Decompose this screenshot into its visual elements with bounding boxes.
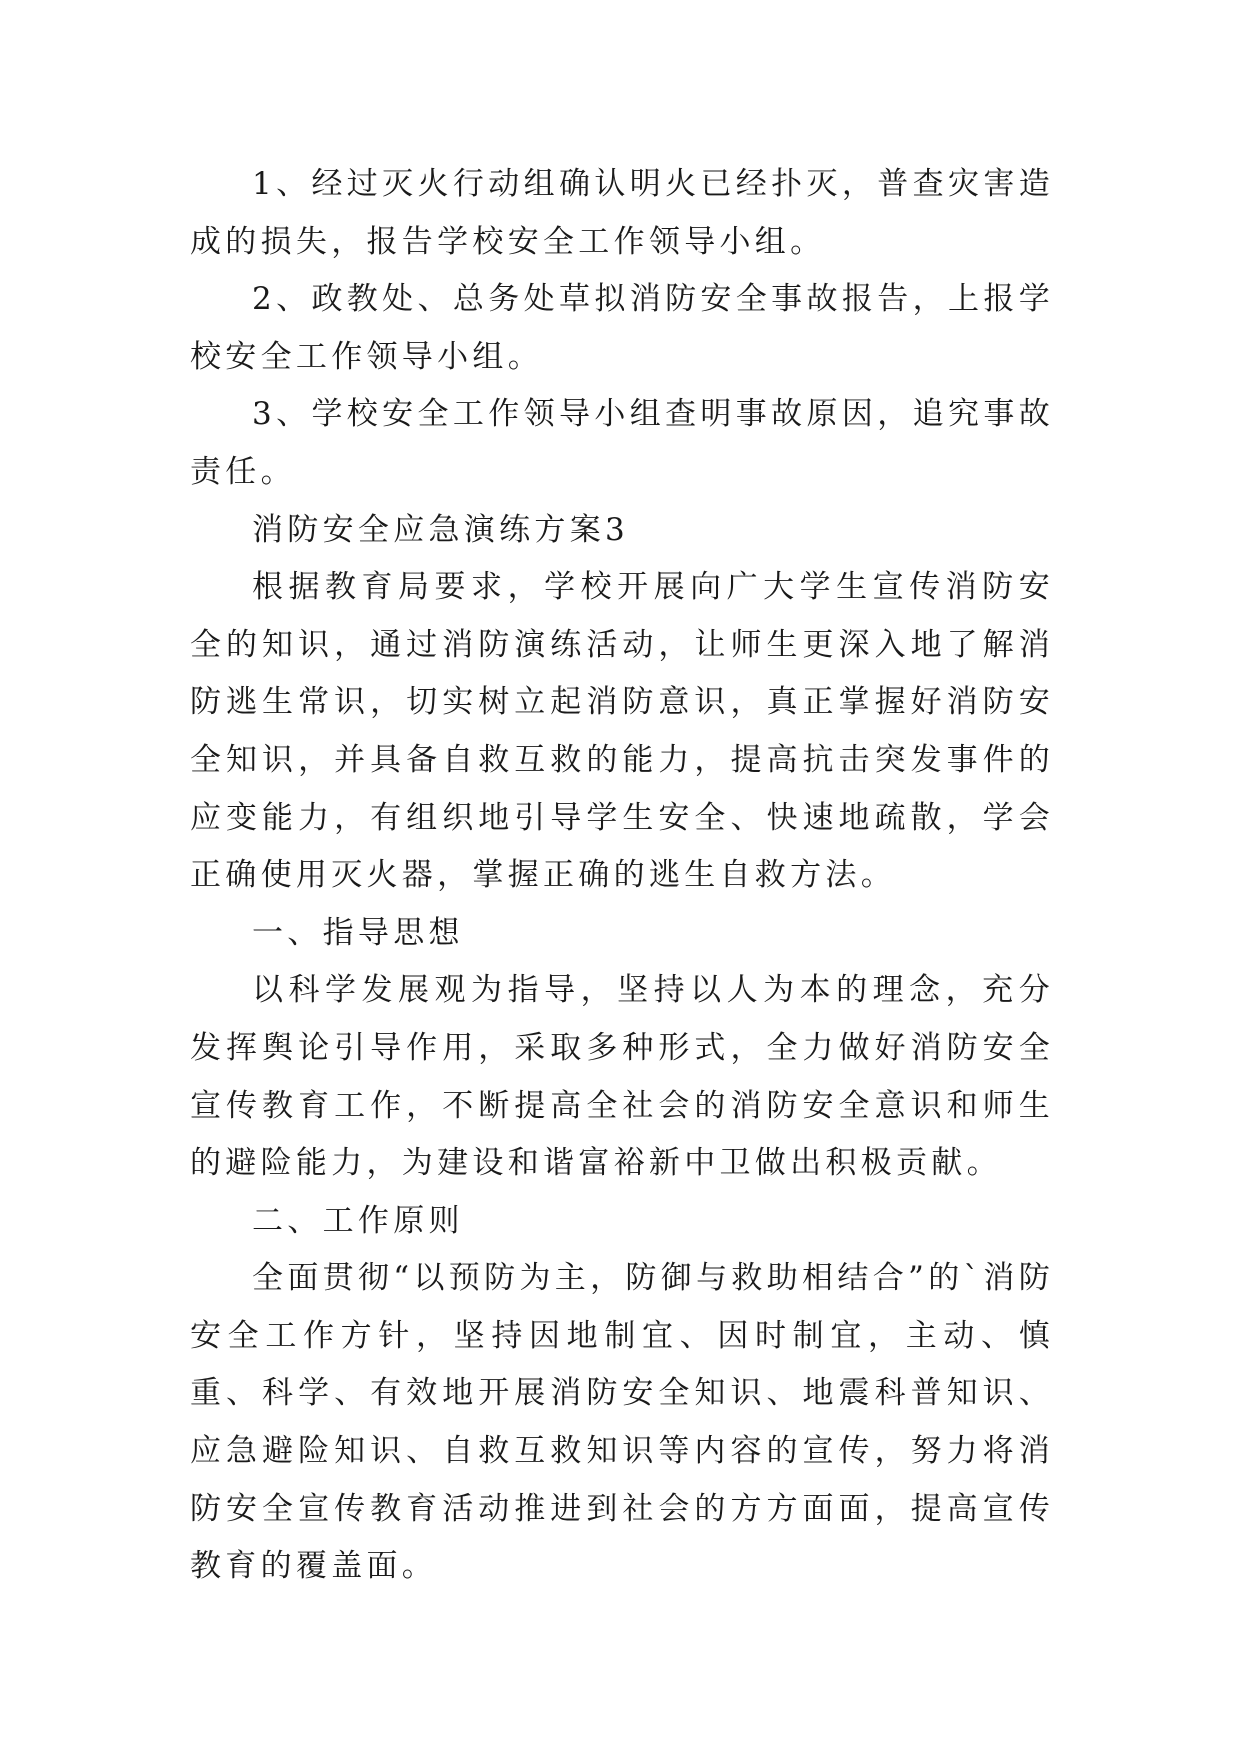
heading-guiding-ideology: 一、指导思想 [252,914,464,951]
paragraph-intro: 根据教育局要求，学校开展向广大学生宣传消防安全的知识，通过消防演练活动，让师生更深入地了解消防逃生常识，切实树立起消防意识，真正掌握好消防安全知识，并具备自救互救的能力，提高抗击突发事件的应变能力，有组织地引导学生安全、快速地疏散，学会正确使用灭火器，掌握正确的逃生自救方法。 [190,569,1054,894]
paragraph-step-1: 1、经过灭火行动组确认明火已经扑灭，普查灾害造成的损失，报告学校安全工作领导小组。 [190,166,1054,260]
section-title: 消防安全应急演练方案3 [252,511,630,548]
paragraph-work-principles: 全面贯彻“以预防为主，防御与救助相结合”的`消防安全工作方针，坚持因地制宜、因时制宜，主动、慎重、科学、有效地开展消防安全知识、地震科普知识、应急避险知识、自救互救知识等内容的宣传，努力将消防安全宣传教育活动推进到社会的方方面面，提高宣传教育的覆盖面。 [190,1260,1054,1585]
paragraph-step-2: 2、政教处、总务处草拟消防安全事故报告，上报学校安全工作领导小组。 [190,281,1054,375]
heading-work-principles: 二、工作原则 [252,1202,464,1239]
paragraph-step-3: 3、学校安全工作领导小组查明事故原因，追究事故责任。 [190,396,1054,490]
paragraph-guiding-ideology: 以科学发展观为指导，坚持以人为本的理念，充分发挥舆论引导作用，采取多种形式，全力做好消防安全宣传教育工作，不断提高全社会的消防安全意识和师生的避险能力，为建设和谐富裕新中卫做出积极贡献。 [190,972,1054,1182]
document-body [190,156,1054,1596]
